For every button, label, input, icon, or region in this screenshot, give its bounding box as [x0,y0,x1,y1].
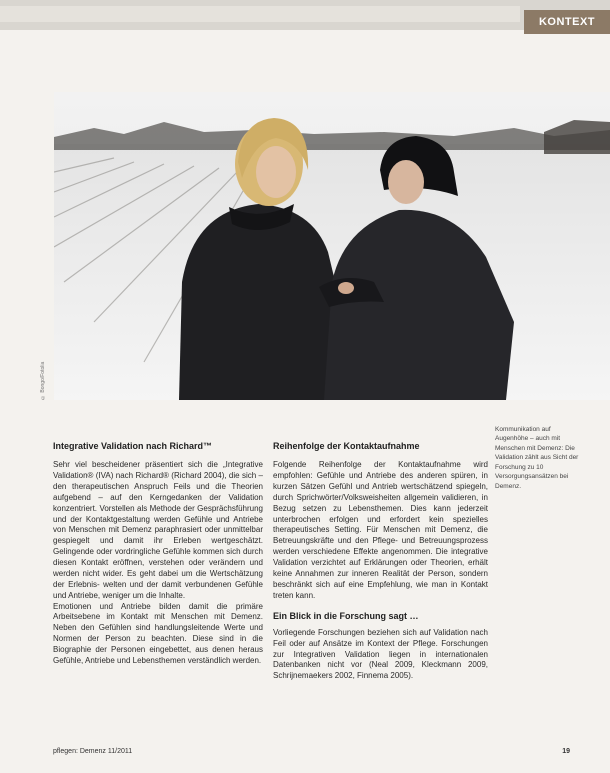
left-paragraph-1: Sehr viel bescheidener präsentiert sich die „Integrative Validation® (IVA) nach Richard® (Richard 2004), die sich – den therapeutischen Anspruch Feils und die Theorien aufgebend – auf den Kerngedanken der Validation konzentriert. Vorstellen als Methode der Gesprächsführung und der Kontaktgestaltung werden Gefühle und Antriebe von Menschen mit Demenz paraphrasiert oder unmittelbar gespiegelt und damit ihr Erleben wertgeschätzt. Gelingende oder vordringliche Gefühle kommen sich durch diesen Kontakt eröffnen, verstehen oder verändern und werden nicht wider. Es geht dabei um die Wertschätzung der Erlebnis- welten und der damit verbundenen Gefühle und Antriebe, weniger um die Inhalte. [53,460,263,600]
section-label: KONTEXT [524,10,610,34]
footer-page-number: 19 [562,748,570,755]
mid-paragraph-1: Folgende Reihenfolge der Kontaktaufnahme wird empfohlen: Gefühle und Antriebe des anderen spüren, in kurzen Sätzen Gefühl und Antrieb wertschätzend spiegeln, durch Sprichwörter/Volksweisheiten allgemein validieren, in Bezug setzen zu Lebensthemen. Dies kann jederzeit unterbrochen erfolgen und erfordert kein spezielles therapeutisches Setting. Für Menschen mit Demenz, die Betreuungskräfte und den Pflege- und Betreuungsprozess werden verschiedene Effekte angenommen. Die integrative Validation verzichtet auf Erklärungen oder Theorien, erhält keine Annahmen zur inneren Realität der Person, sondern beschränkt sich auf eine Empfehlung, wie man in Kontakt treten kann. [273,460,488,600]
article-photo [54,92,610,400]
section-heading-contact-order: Reihenfolge der Kontaktaufnahme [273,441,420,451]
middle-column [273,440,488,682]
footer-publication: pflegen: Demenz 11/2011 [53,748,133,755]
photo-illustration [54,92,610,400]
photo-caption: Kommunikation auf Augenhöhe – auch mit Menschen mit Demenz: Die Validation zählt aus Sicht der Forschung zu 10 Versorgungsansätzen bei Demenz. [495,426,579,490]
photo-credit: © Bongo/Fotolia [40,361,46,400]
page-header-accent [0,6,520,22]
section-heading-research: Ein Blick in die Forschung sagt … [273,610,419,621]
section-heading-integrative-validation: Integrative Validation nach Richard™ [53,441,213,451]
mid-paragraph-2: Vorliegende Forschungen beziehen sich auf Validation nach Feil oder auf Ansätze im Kontext der Pflege. Forschungen zur Integrativen Validation liegen in internationalen Datenbanken nicht vor (Neal 2009, Kleckmann 2009, Schrijnemaekers 2002, Finnema 2005). [273,627,488,681]
left-column [53,440,263,667]
left-paragraph-2: Emotionen und Antriebe bilden damit die primäre Arbeitsebene im Kontakt mit Menschen mit Demenz. Neben den Gefühlen sind handlungsleitende Werte und Normen der Person zu beachten. Diese sind in die Biographie der Personen eingebettet, aus denen heraus Gefühle, Antriebe und Lebensthemen verständlich werden. [53,601,263,665]
